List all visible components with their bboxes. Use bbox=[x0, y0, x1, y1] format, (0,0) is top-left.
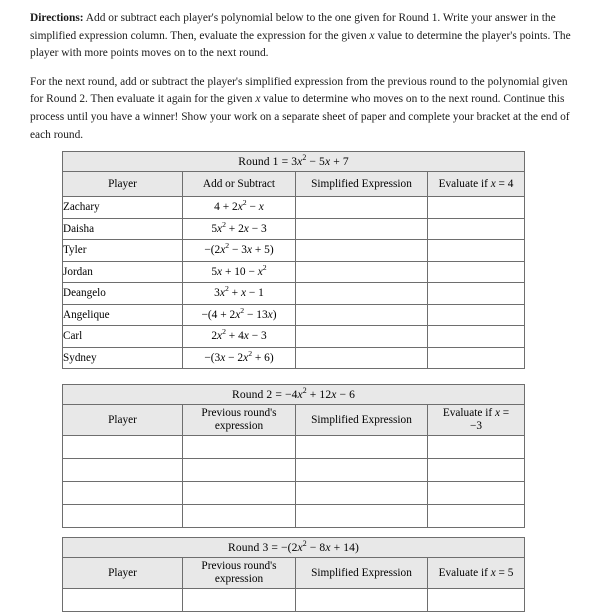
round2-title-row bbox=[63, 385, 525, 405]
round1-evaluate-3[interactable] bbox=[428, 261, 525, 283]
round1-title-mid: − 5 bbox=[306, 155, 325, 168]
round3-title-suffix: + 14) bbox=[330, 541, 359, 554]
round3-evaluate-0[interactable] bbox=[428, 589, 525, 612]
round1-simplified-4[interactable] bbox=[296, 283, 428, 305]
round1-evaluate-6[interactable] bbox=[428, 326, 525, 348]
round2-previous-0[interactable] bbox=[183, 436, 296, 459]
round2-title-sup1: 2 bbox=[302, 386, 307, 396]
directions-text-2a: For the next round, add or subtract the player's simplified expression from the previous round to the polynomial given for Round 2. Then evaluate it again for the given bbox=[30, 75, 568, 106]
round1-player-4: Deangelo bbox=[63, 283, 183, 305]
round1-expr-6: $2x^2 + 4x - 3$ bbox=[183, 326, 296, 348]
round1-evaluate-1[interactable] bbox=[428, 218, 525, 240]
round2-eval-eq: = bbox=[499, 407, 510, 420]
round2-header-simplified-expression: Simplified Expression bbox=[296, 405, 428, 436]
directions-var-1: x bbox=[369, 29, 375, 42]
table-row bbox=[63, 197, 525, 219]
round2-title-suffix: − 6 bbox=[336, 388, 356, 401]
round1-evaluate-4[interactable] bbox=[428, 283, 525, 305]
directions-var-2: x bbox=[255, 93, 261, 106]
round1-evaluate-0[interactable] bbox=[428, 197, 525, 219]
directions-text-1a: Add or subtract each player's polynomial below to the one given for Round 1. Write your answer in the simplified expression column. Then, evaluate the expression for the given bbox=[30, 12, 556, 42]
round2-title-mid: + 12 bbox=[306, 388, 332, 401]
round1-simplified-0[interactable] bbox=[296, 197, 428, 219]
round1-simplified-3[interactable] bbox=[296, 261, 428, 283]
round2-simplified-1[interactable] bbox=[296, 459, 428, 482]
round1-evaluate-5[interactable] bbox=[428, 304, 525, 326]
round2-evaluate-0[interactable] bbox=[428, 436, 525, 459]
directions-paragraph-1 bbox=[30, 10, 573, 63]
round2-eval-value: −3 bbox=[470, 420, 483, 432]
round2-title-var1: x bbox=[297, 388, 303, 401]
round2-header-player: Player bbox=[63, 405, 183, 436]
table-row bbox=[63, 459, 525, 482]
round1-simplified-7[interactable] bbox=[296, 347, 428, 369]
round1-header-add-or-subtract: Add or Subtract bbox=[183, 172, 296, 197]
round1-evaluate-7[interactable] bbox=[428, 347, 525, 369]
round2-header-prev-line2: expression bbox=[214, 420, 264, 432]
table-row bbox=[63, 261, 525, 283]
round3-header-evaluate bbox=[428, 558, 525, 589]
round3-header-row bbox=[63, 558, 525, 589]
round3-title-prefix: Round 3 = −(2 bbox=[228, 541, 298, 554]
table-row bbox=[63, 589, 525, 612]
table-row bbox=[63, 347, 525, 369]
round3-title-var2: x bbox=[325, 541, 331, 554]
round2-table bbox=[62, 384, 525, 528]
round2-title-var2: x bbox=[331, 388, 337, 401]
table-row bbox=[63, 283, 525, 305]
round3-table bbox=[62, 537, 525, 612]
round2-header-row bbox=[63, 405, 525, 436]
round2-evaluate-3[interactable] bbox=[428, 505, 525, 528]
round2-previous-1[interactable] bbox=[183, 459, 296, 482]
round3-title-row bbox=[63, 538, 525, 558]
round2-title bbox=[63, 385, 525, 405]
table-row bbox=[63, 436, 525, 459]
round1-player-0: Zachary bbox=[63, 197, 183, 219]
round1-header-row bbox=[63, 172, 525, 197]
round2-header-previous-expression bbox=[183, 405, 296, 436]
round2-header-prev-line1: Previous round's bbox=[201, 407, 277, 420]
round3-title bbox=[63, 538, 525, 558]
round1-eval-var: x bbox=[490, 177, 496, 190]
round2-header-evaluate bbox=[428, 405, 525, 436]
directions-block bbox=[30, 10, 573, 144]
round1-expr-4: $3x^2 + x - 1$ bbox=[183, 283, 296, 305]
round2-title-prefix: Round 2 = −4 bbox=[232, 388, 298, 401]
round3-previous-0[interactable] bbox=[183, 589, 296, 612]
table-row bbox=[63, 482, 525, 505]
directions-paragraph-2 bbox=[30, 74, 573, 144]
round1-expr-2: $-(2x^2 - 3x + 5)$ bbox=[183, 240, 296, 262]
round1-expr-0: $4 + 2x^2 - x$ bbox=[183, 197, 296, 219]
directions-text-1b: value to determine the player's points. The player with more points moves on to the next round. bbox=[30, 29, 571, 60]
round1-header-simplified-expression: Simplified Expression bbox=[296, 172, 428, 197]
round2-eval-var: x bbox=[494, 407, 500, 420]
round3-title-mid: − 8 bbox=[306, 541, 326, 554]
round1-expr-1: $5x^2 + 2x - 3$ bbox=[183, 218, 296, 240]
round1-player-6: Carl bbox=[63, 326, 183, 348]
round1-title-sup1: 2 bbox=[302, 153, 307, 163]
round1-evaluate-2[interactable] bbox=[428, 240, 525, 262]
round1-simplified-5[interactable] bbox=[296, 304, 428, 326]
round2-player-2[interactable] bbox=[63, 482, 183, 505]
round2-simplified-0[interactable] bbox=[296, 436, 428, 459]
round1-simplified-2[interactable] bbox=[296, 240, 428, 262]
table-row bbox=[63, 240, 525, 262]
round1-table bbox=[62, 151, 525, 369]
round1-eval-prefix: Evaluate if bbox=[438, 177, 491, 190]
round3-header-prev-line1: Previous round's bbox=[201, 560, 277, 573]
round1-eval-suffix: = 4 bbox=[495, 177, 514, 190]
round1-expr-7: $-(3x - 2x^2 + 6)$ bbox=[183, 347, 296, 369]
round2-player-1[interactable] bbox=[63, 459, 183, 482]
directions-text-2b: value to determine who moves on to the next round. Continue this process until you have a winner! Show your work on a separate sheet of paper and complete your bracket at the end of each round. bbox=[30, 93, 570, 141]
round1-title-prefix: Round 1 = 3 bbox=[238, 155, 298, 168]
round1-player-1: Daisha bbox=[63, 218, 183, 240]
round1-title-var2: x bbox=[324, 155, 331, 168]
round1-player-5: Angelique bbox=[63, 304, 183, 326]
directions-label: Directions: bbox=[30, 12, 84, 24]
round1-simplified-6[interactable] bbox=[296, 326, 428, 348]
round1-simplified-1[interactable] bbox=[296, 218, 428, 240]
round2-evaluate-1[interactable] bbox=[428, 459, 525, 482]
round3-header-previous-expression bbox=[183, 558, 296, 589]
table-row bbox=[63, 505, 525, 528]
round3-eval-prefix: Evaluate if bbox=[438, 566, 491, 579]
round2-player-3[interactable] bbox=[63, 505, 183, 528]
round1-expr-5: $-(4 + 2x^2 - 13x)$ bbox=[183, 304, 296, 326]
round2-player-0[interactable] bbox=[63, 436, 183, 459]
round1-header-evaluate bbox=[428, 172, 525, 197]
round1-player-2: Tyler bbox=[63, 240, 183, 262]
round2-previous-2[interactable] bbox=[183, 482, 296, 505]
round1-title-var1: x bbox=[297, 155, 303, 168]
round1-player-3: Jordan bbox=[63, 261, 183, 283]
round2-eval-prefix: Evaluate if bbox=[442, 407, 495, 420]
round1-title bbox=[63, 152, 525, 172]
round3-header-simplified-expression: Simplified Expression bbox=[296, 558, 428, 589]
round2-simplified-2[interactable] bbox=[296, 482, 428, 505]
table-row bbox=[63, 218, 525, 240]
round3-header-prev-line2: expression bbox=[214, 573, 264, 585]
round2-previous-3[interactable] bbox=[183, 505, 296, 528]
round1-title-row bbox=[63, 152, 525, 172]
round2-evaluate-2[interactable] bbox=[428, 482, 525, 505]
table-row bbox=[63, 326, 525, 348]
round1-player-7: Sydney bbox=[63, 347, 183, 369]
round3-eval-var: x bbox=[490, 566, 496, 579]
round2-simplified-3[interactable] bbox=[296, 505, 428, 528]
round3-header-player: Player bbox=[63, 558, 183, 589]
round1-expr-3: $5x + 10 - x^2$ bbox=[183, 261, 296, 283]
round3-eval-suffix: = 5 bbox=[495, 566, 514, 579]
round3-title-sup1: 2 bbox=[302, 539, 307, 549]
round3-player-0[interactable] bbox=[63, 589, 183, 612]
round3-simplified-0[interactable] bbox=[296, 589, 428, 612]
table-row bbox=[63, 304, 525, 326]
round1-title-suffix: + 7 bbox=[330, 155, 349, 168]
round1-header-player: Player bbox=[63, 172, 183, 197]
round3-title-var1: x bbox=[297, 541, 303, 554]
